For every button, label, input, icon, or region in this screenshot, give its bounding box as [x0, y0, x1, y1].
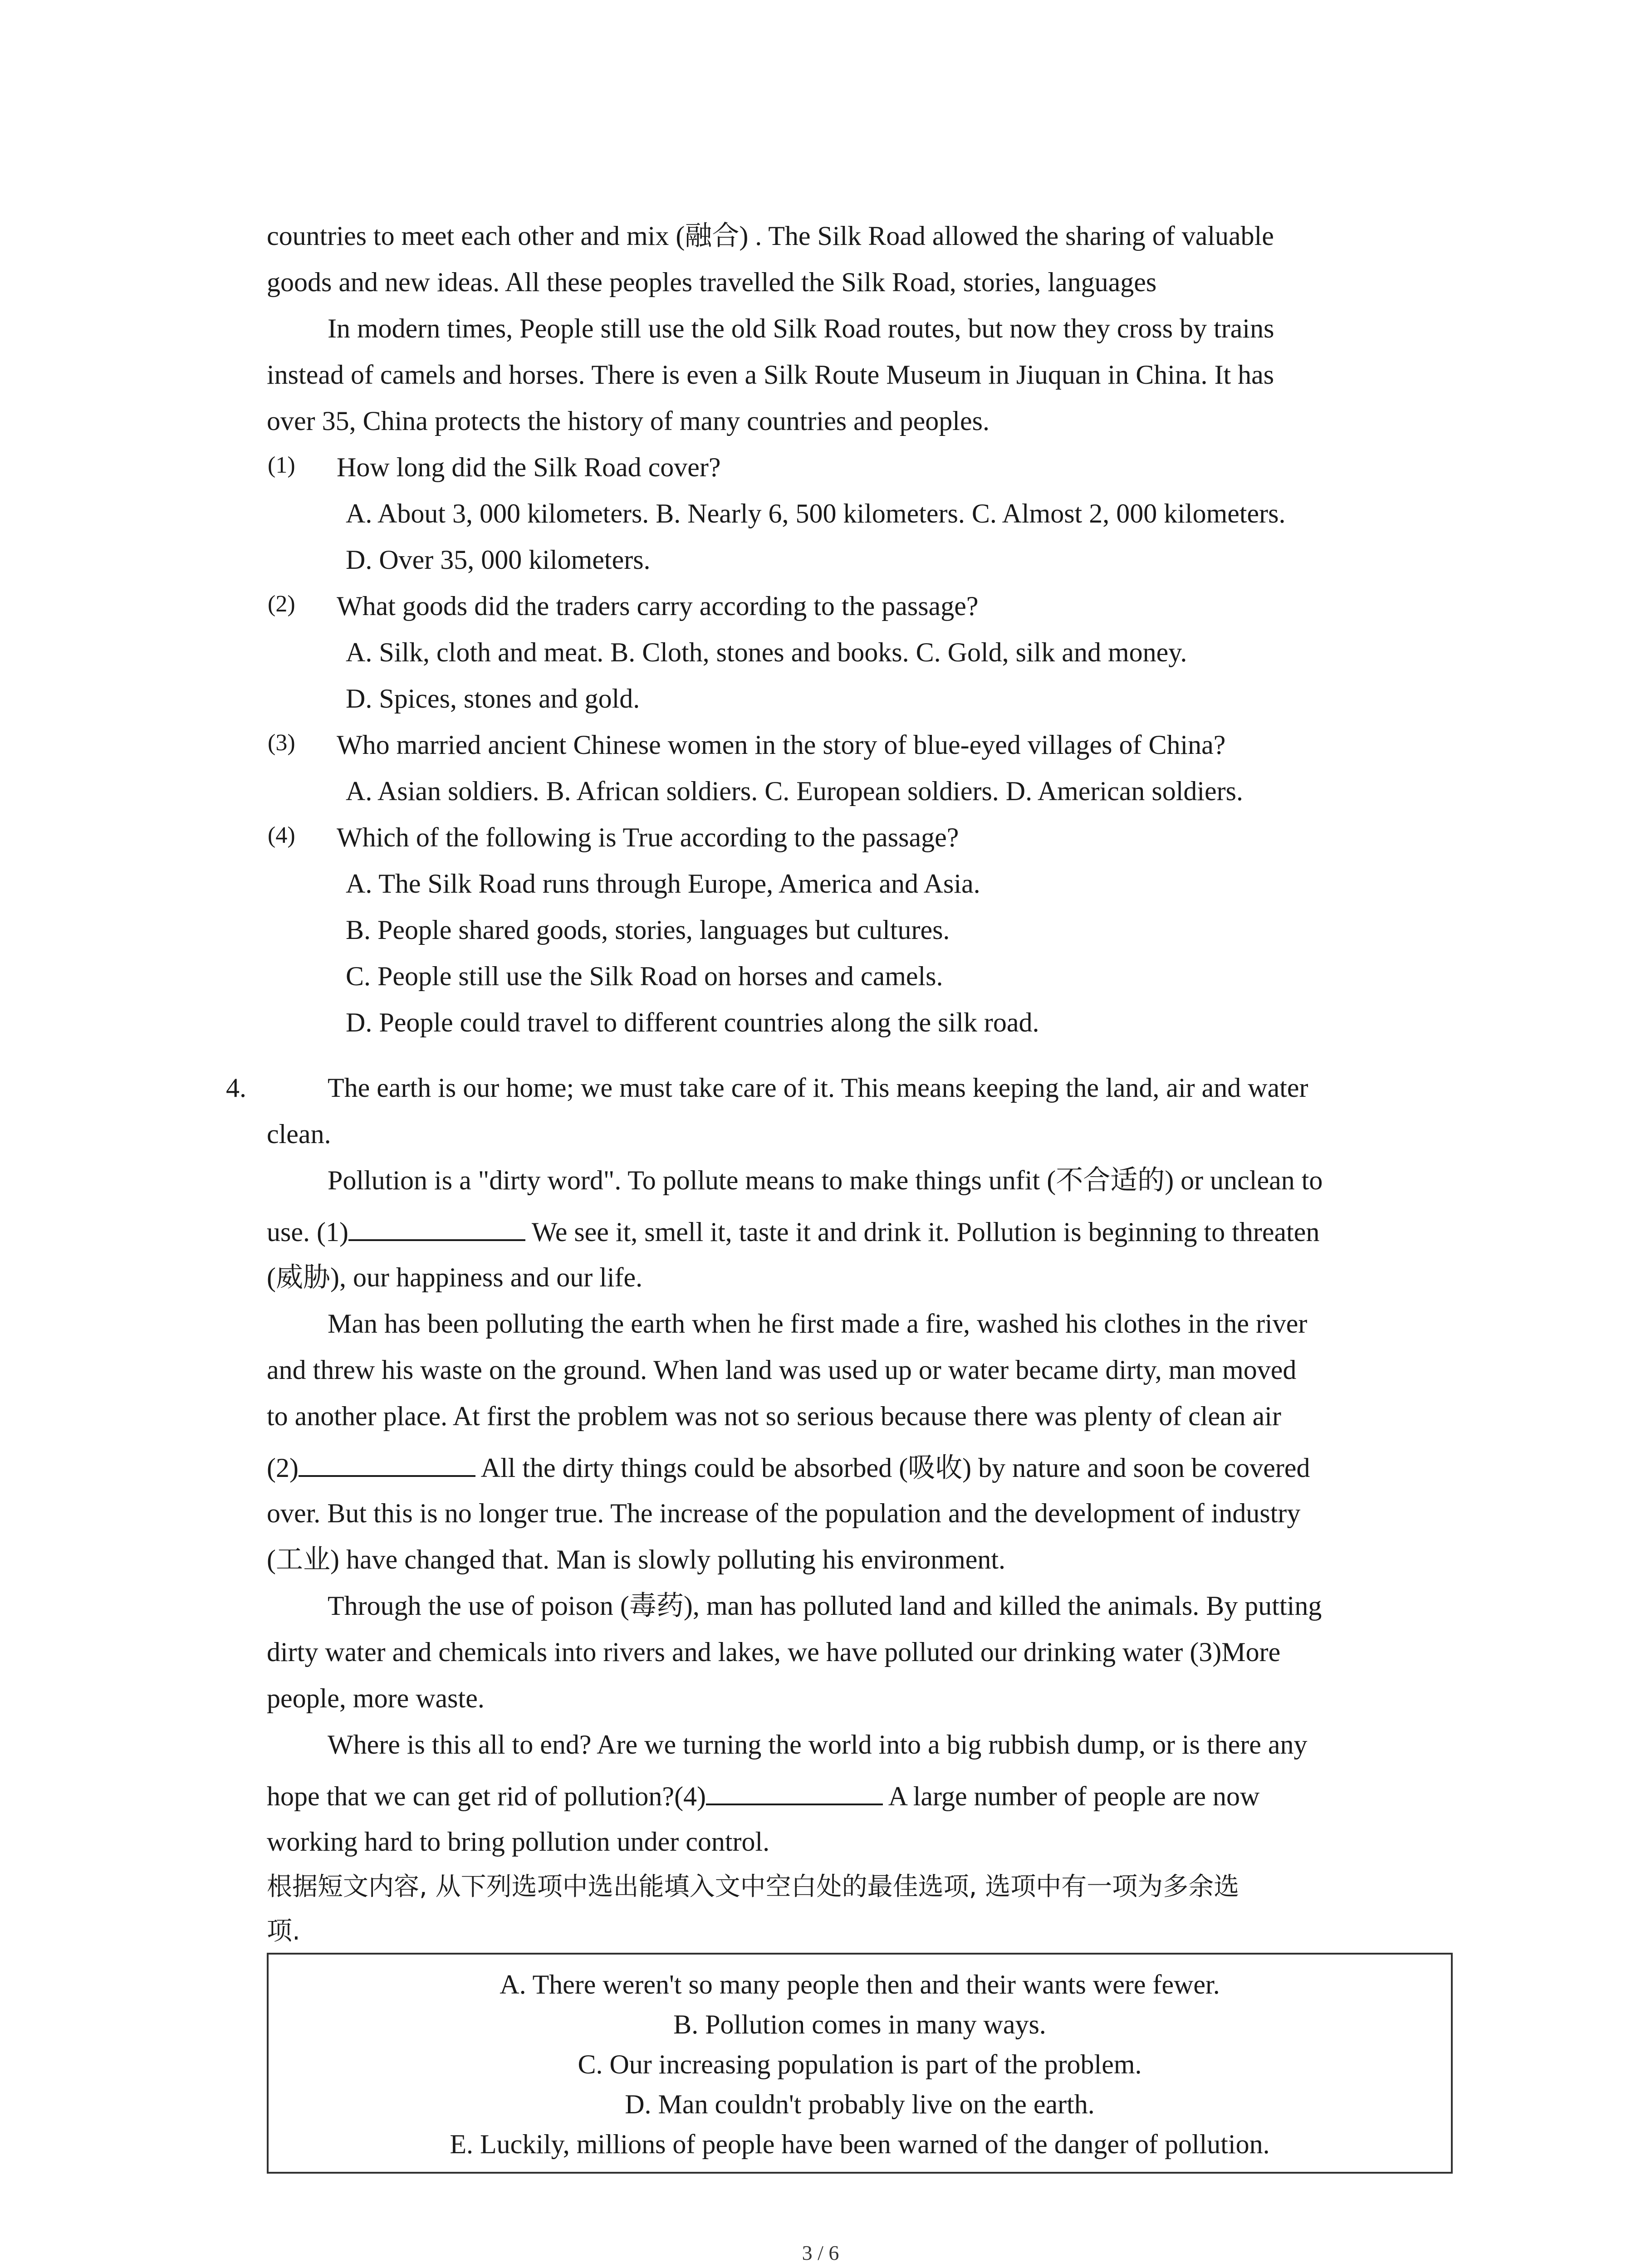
passage4-line: dirty water and chemicals into rivers and lakes, we have polluted our drinking water (3)More [267, 1637, 1281, 1667]
passage4-line: to another place. At first the problem was not so serious because there was plenty of clean air [267, 1401, 1281, 1431]
question-options: C. People still use the Silk Road on horses and camels. [346, 961, 943, 991]
passage4-line: (工业) have changed that. Man is slowly polluting his environment. [267, 1545, 1006, 1574]
passage4-text: hope that we can get rid of pollution?(4) [267, 1781, 706, 1811]
answer-option: A. There weren't so many people then and their wants were fewer. [500, 1970, 1220, 1999]
question-options: A. The Silk Road runs through Europe, America and Asia. [346, 869, 980, 899]
passage3-line: In modern times, People still use the old Silk Road routes, but now they cross by trains [328, 313, 1274, 343]
passage4-line [267, 1217, 1319, 1246]
question-options: D. Over 35, 000 kilometers. [346, 545, 651, 575]
question-text: How long did the Silk Road cover? [337, 452, 721, 482]
passage3-line: goods and new ideas. All these peoples travelled the Silk Road, stories, languages [267, 267, 1157, 297]
passage4-text: We see it, smell it, taste it and drink it. Pollution is beginning to threaten [525, 1217, 1320, 1247]
answer-options-box [267, 1953, 1453, 2174]
question-text: Who married ancient Chinese women in the story of blue-eyed villages of China? [337, 730, 1226, 760]
passage4-line: Where is this all to end? Are we turning the world into a big rubbish dump, or is there any [328, 1730, 1308, 1760]
passage4-text: use. (1) [267, 1217, 348, 1247]
answer-blank-4[interactable] [706, 1782, 883, 1805]
question-number: (4) [268, 822, 295, 848]
passage4-line: people, more waste. [267, 1683, 485, 1713]
question-text: Which of the following is True according to the passage? [337, 822, 959, 852]
question-options: B. People shared goods, stories, languages but cultures. [346, 915, 950, 945]
question-options: A. Asian soldiers. B. African soldiers. C. European soldiers. D. American soldiers. [346, 776, 1244, 806]
passage4-text: A large number of people are now [883, 1781, 1260, 1811]
answer-option: E. Luckily, millions of people have been warned of the danger of pollution. [450, 2129, 1270, 2159]
passage4-text: All the dirty things could be absorbed (吸收) by nature and soon be covered [475, 1453, 1310, 1483]
passage4-line: Pollution is a "dirty word". To pollute means to make things unfit (不合适的) or unclean to [328, 1165, 1323, 1195]
passage4-line [267, 1453, 1310, 1481]
question-text: What goods did the traders carry according to the passage? [337, 591, 979, 621]
instruction-text: 根据短文内容, 从下列选项中选出能填入文中空白处的最佳选项, 选项中有一项为多余选 [267, 1872, 1239, 1901]
passage4-line: and threw his waste on the ground. When land was used up or water became dirty, man moved [267, 1355, 1297, 1385]
passage4-line: working hard to bring pollution under control. [267, 1827, 770, 1857]
passage4-line: Through the use of poison (毒药), man has polluted land and killed the animals. By putting [328, 1591, 1322, 1621]
question-options: D. Spices, stones and gold. [346, 684, 640, 714]
passage4-line: The earth is our home; we must take care of it. This means keeping the land, air and water [328, 1073, 1308, 1103]
passage4-line: Man has been polluting the earth when he first made a fire, washed his clothes in the river [328, 1309, 1308, 1339]
instruction-text: 项. [267, 1916, 300, 1946]
passage4-line [267, 1782, 1259, 1810]
passage4-line: (威胁), our happiness and our life. [267, 1262, 643, 1292]
page-number: 3 / 6 [802, 2241, 839, 2264]
answer-option: C. Our increasing population is part of the problem. [578, 2049, 1142, 2079]
answer-blank-2[interactable] [299, 1453, 475, 1477]
passage3-line: over 35, China protects the history of many countries and peoples. [267, 406, 989, 436]
question-number: (2) [268, 591, 295, 617]
passage3-line: instead of camels and horses. There is even a Silk Route Museum in Jiuquan in China. It has [267, 360, 1274, 390]
passage3-line: countries to meet each other and mix (融合) . The Silk Road allowed the sharing of valuable [267, 221, 1274, 251]
question-options: A. About 3, 000 kilometers. B. Nearly 6, 500 kilometers. C. Almost 2, 000 kilometers. [346, 499, 1286, 528]
answer-option: B. Pollution comes in many ways. [673, 2009, 1046, 2039]
answer-blank-1[interactable] [348, 1217, 525, 1241]
passage4-line: over. But this is no longer true. The increase of the population and the development of industry [267, 1498, 1301, 1528]
passage4-line: clean. [267, 1119, 331, 1149]
question-options: A. Silk, cloth and meat. B. Cloth, stones and books. C. Gold, silk and money. [346, 637, 1187, 667]
answer-option: D. Man couldn't probably live on the earth. [625, 2089, 1095, 2119]
passage-number: 4. [226, 1073, 246, 1103]
question-number: (3) [268, 730, 295, 756]
question-number: (1) [268, 452, 295, 478]
passage4-text: (2) [267, 1453, 299, 1483]
question-options: D. People could travel to different countries along the silk road. [346, 1007, 1039, 1037]
